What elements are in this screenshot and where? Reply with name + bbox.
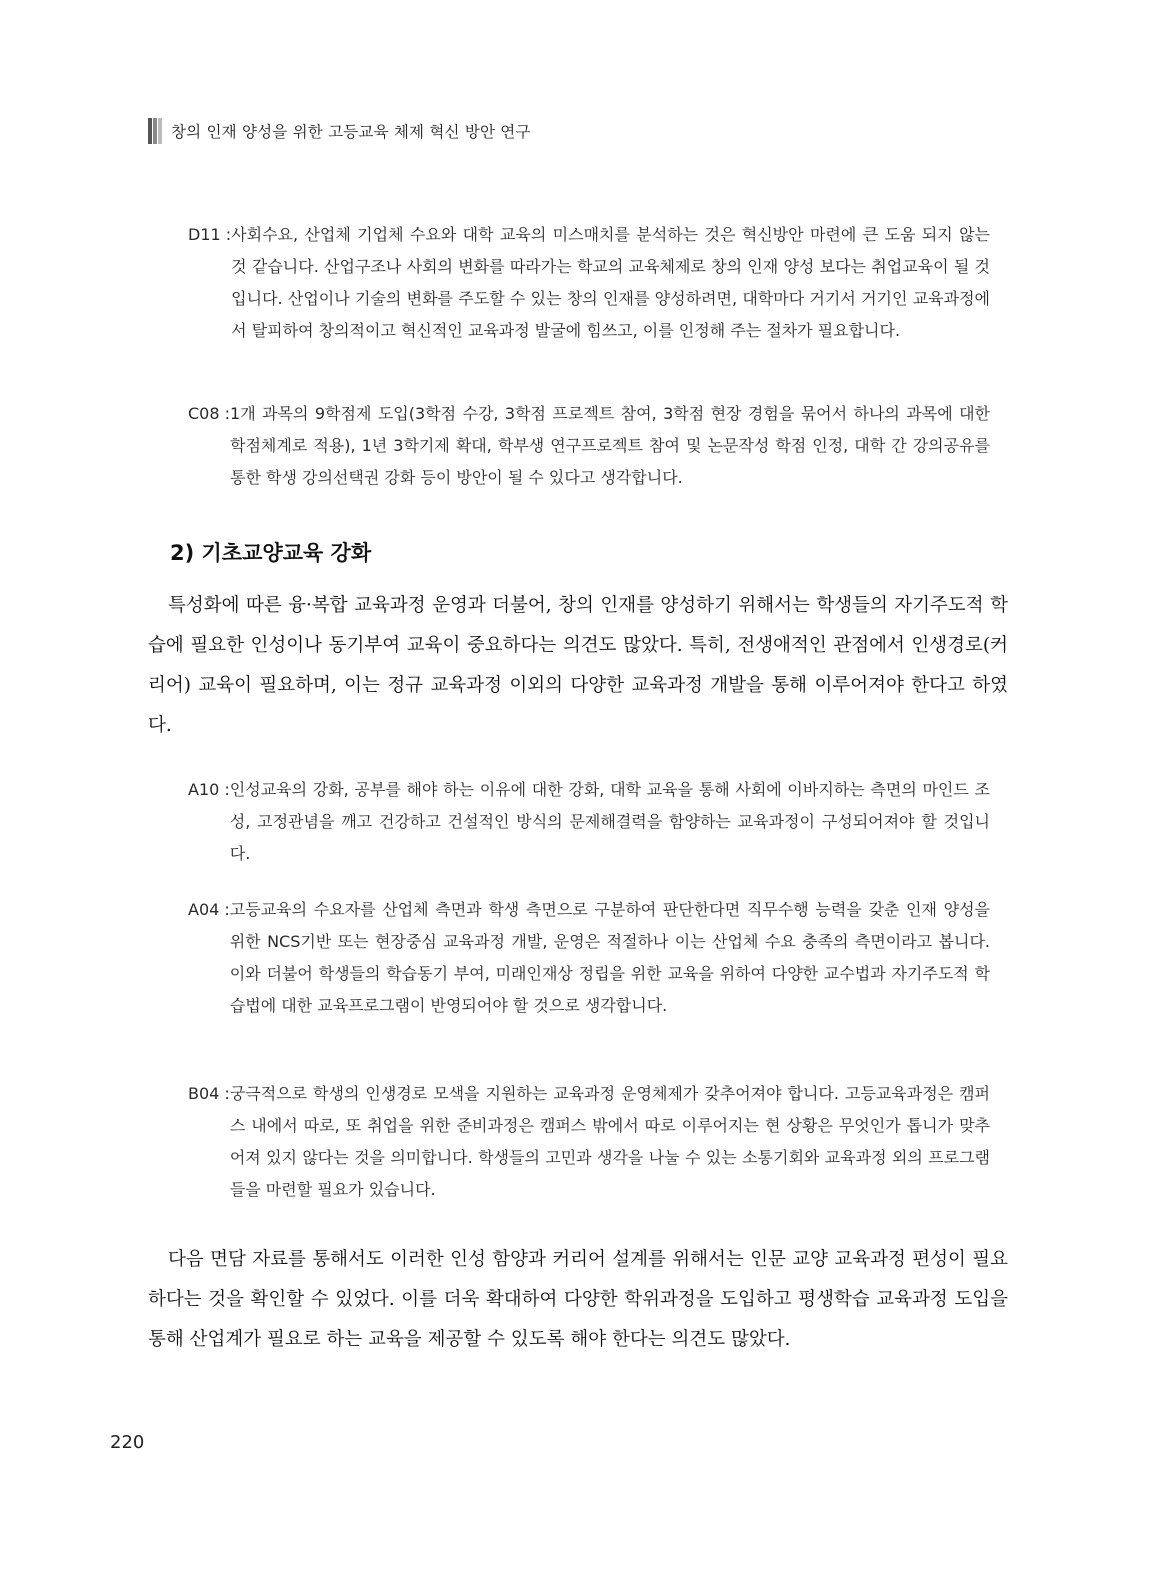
- quote-code: D11 :: [188, 225, 232, 244]
- header-bar-mid: [153, 118, 157, 144]
- section-heading: 2) 기초교양교육 강화: [170, 541, 372, 565]
- quote-text: 고등교육의 수요자를 산업체 측면과 학생 측면으로 구분하여 판단한다면 직무수행 능력을 갖춘 인재 양성을 위한 NCS기반 또는 현장중심 교육과정 개발, 운영은 적절하나 이는 산업체 수요 충족의 측면이라고 봅니다. 이와 더불어 학생들의 학습동기 부여, 미래인재상 정립을 위한 교육을 위하여 다양한 교수법과 자기주도적 학습법에 대한 교육프로그램이 반영되어야 할 것으로 생각합니다.: [229, 900, 990, 1015]
- interview-quote-a04: [188, 894, 990, 1022]
- quote-code: A04 :: [188, 900, 230, 919]
- header-bar-light: [158, 118, 162, 144]
- running-header: [148, 118, 531, 144]
- quote-code: C08 :: [188, 404, 231, 423]
- quote-text: 1개 과목의 9학점제 도입(3학점 수강, 3학점 프로젝트 참여, 3학점 현장 경험을 묶어서 하나의 과목에 대한 학점체계로 적용), 1년 3학기제 확대, 학부생 연구프로젝트 참여 및 논문작성 학점 인정, 대학 간 강의공유를 통한 학생 강의선택권 강화 등이 방안이 될 수 있다고 생각합니다.: [230, 404, 990, 487]
- quote-text: 궁극적으로 학생의 인생경로 모색을 지원하는 교육과정 운영체제가 갖추어져야 합니다. 고등교육과정은 캠퍼스 내에서 따로, 또 취업을 위한 준비과정은 캠퍼스 밖에서 따로 이루어지는 현 상황은 무엇인가 톱니가 맞추어져 있지 않다는 것을 의미합니다. 학생들의 고민과 생각을 나눌 수 있는 소통기회와 교육과정 외의 프로그램들을 마련할 필요가 있습니다.: [229, 1084, 990, 1199]
- interview-quote-d11: [188, 219, 990, 347]
- interview-quote-c08: [188, 398, 990, 494]
- page-number: 220: [110, 1432, 145, 1453]
- header-title: 창의 인재 양성을 위한 고등교육 체제 혁신 방안 연구: [171, 123, 531, 141]
- header-bar-dark: [148, 118, 152, 144]
- body-paragraph-2: 다음 면담 자료를 통해서도 이러한 인성 함양과 커리어 설계를 위해서는 인문 교양 교육과정 편성이 필요하다는 것을 확인할 수 있었다. 이를 더욱 확대하여 다양한 학위과정을 도입하고 평생학습 교육과정 도입을 통해 산업계가 필요로 하는 교육을 제공할 수 있도록 해야 한다는 의견도 많았다.: [148, 1249, 1008, 1350]
- quote-code: B04 :: [188, 1084, 230, 1103]
- interview-quote-a10: [188, 774, 990, 870]
- interview-quote-b04: [188, 1078, 990, 1206]
- header-bar-icon: [148, 118, 163, 144]
- quote-code: A10 :: [188, 780, 230, 799]
- quote-text: 사회수요, 산업체 기업체 수요와 대학 교육의 미스매치를 분석하는 것은 혁신방안 마련에 큰 도움 되지 않는 것 같습니다. 산업구조나 사회의 변화를 따라가는 학교의 교육체제로 창의 인재 양성 보다는 취업교육이 될 것입니다. 산업이나 기술의 변화를 주도할 수 있는 창의 인재를 양성하려면, 대학마다 거기서 거기인 교육과정에서 탈피하여 창의적이고 혁신적인 교육과정 발굴에 힘쓰고, 이를 인정해 주는 절차가 필요합니다.: [231, 225, 990, 340]
- body-paragraph-1: 특성화에 따른 융·복합 교육과정 운영과 더불어, 창의 인재를 양성하기 위해서는 학생들의 자기주도적 학습에 필요한 인성이나 동기부여 교육이 중요하다는 의견도 많았다. 특히, 전생애적인 관점에서 인생경로(커리어) 교육이 필요하며, 이는 정규 교육과정 이외의 다양한 교육과정 개발을 통해 이루어져야 한다고 하였다.: [148, 595, 1008, 736]
- quote-text: 인성교육의 강화, 공부를 해야 하는 이유에 대한 강화, 대학 교육을 통해 사회에 이바지하는 측면의 마인드 조성, 고정관념을 깨고 건강하고 건설적인 방식의 문제해결력을 함양하는 교육과정이 구성되어져야 할 것입니다.: [229, 780, 990, 863]
